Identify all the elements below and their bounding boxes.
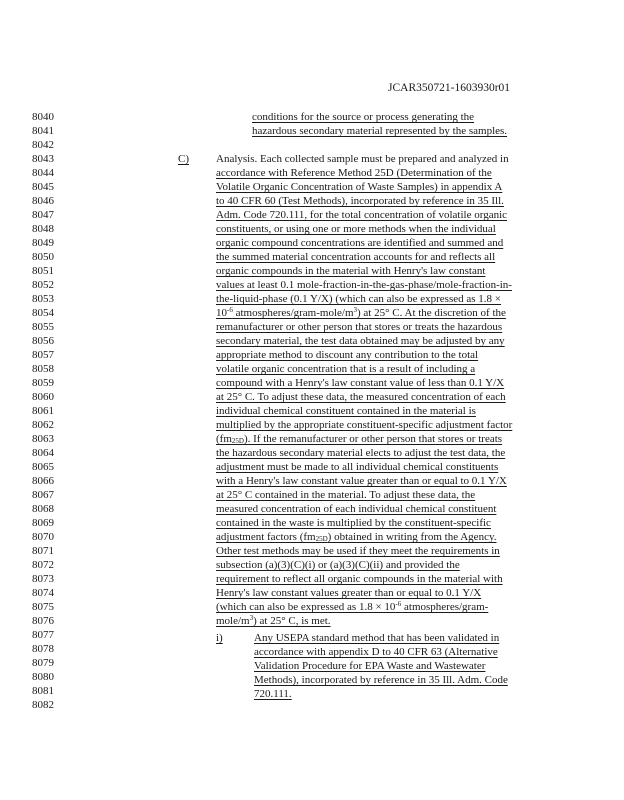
section-c-line-2: accordance with Reference Method 25D (Determination of the — [216, 167, 492, 179]
section-c-line-12 — [216, 307, 506, 319]
section-c-line-15: appropriate method to discount any contribution to the total — [216, 349, 479, 361]
section-c-line-33 — [216, 601, 488, 613]
line-number: 8073 — [32, 573, 54, 585]
section-c-line-18: at 25° C. To adjust these data, the measured concentration of each — [216, 391, 506, 403]
section-c-line-21 — [216, 433, 502, 445]
item-i-line-4: Methods), incorporated by reference in 35 Ill. Adm. Code — [254, 674, 508, 686]
line-number: 8047 — [32, 209, 54, 221]
item-i-line-3: Validation Procedure for EPA Waste and Wastewater — [254, 660, 486, 672]
adj-factor-tail: ) obtained in writing from the Agency. — [327, 531, 497, 543]
item-i-line-5: 720.111. — [254, 688, 292, 700]
line-number: 8062 — [32, 419, 54, 431]
line-number: 8080 — [32, 671, 54, 683]
line-number: 8053 — [32, 293, 54, 305]
line-number: 8065 — [32, 461, 54, 473]
line-number: 8044 — [32, 167, 54, 179]
line-number: 8059 — [32, 377, 54, 389]
line-number: 8042 — [32, 139, 54, 151]
line-number: 8046 — [32, 195, 54, 207]
section-c-line-32: Henry's law constant values greater than or equal to 0.1 Y/X — [216, 587, 482, 599]
line-number: 8082 — [32, 699, 54, 711]
line-number: 8054 — [32, 307, 54, 319]
line-number: 8051 — [32, 265, 54, 277]
document-id-header: JCAR350721-1603930r01 — [388, 82, 511, 94]
intro-line-1: conditions for the source or process generating the — [252, 111, 475, 123]
fm-tail: ). If the remanufacturer or other person that stores or treats — [243, 433, 503, 445]
section-c-line-7: organic compound concentrations are identified and summed and — [216, 237, 504, 249]
line-number: 8076 — [32, 615, 54, 627]
line-number: 8049 — [32, 237, 54, 249]
line-number: 8043 — [32, 153, 54, 165]
line-number: 8063 — [32, 433, 54, 445]
section-c-line-11: the-liquid-phase (0.1 Y/X) (which can also be expressed as 1.8 × — [216, 293, 501, 305]
line-number: 8055 — [32, 321, 54, 333]
unit-tail: ) at 25° C. At the discretion of the — [357, 307, 506, 319]
section-c-line-13: remanufacturer or other person that stores or treats the hazardous — [216, 321, 503, 333]
section-c-line-4: to 40 CFR 60 (Test Methods), incorporated by reference in 35 Ill. — [216, 195, 504, 207]
line-number: 8064 — [32, 447, 54, 459]
line-number: 8072 — [32, 559, 54, 571]
expr-text: (which can also be expressed as 1.8 × 10 — [216, 601, 396, 613]
intro-line-2: hazardous secondary material represented by the samples. — [252, 125, 508, 137]
expr-tail: atmospheres/gram- — [401, 601, 489, 613]
unit-text: atmospheres/gram-mole/m — [232, 307, 354, 319]
section-c-line-22: the hazardous secondary material elects to adjust the test data, the — [216, 447, 506, 459]
line-number: 8045 — [32, 181, 54, 193]
section-c-line-6: constituents, or using one or more methods when the individual — [216, 223, 496, 235]
ten-base: 10 — [216, 307, 227, 319]
section-c-line-14: secondary material, the test data obtained may be adjusted by any — [216, 335, 505, 347]
section-c-line-25: at 25° C contained in the material. To adjust these data, the — [216, 489, 476, 501]
line-number: 8069 — [32, 517, 54, 529]
item-i-line-2: accordance with appendix D to 40 CFR 63 (Alternative — [254, 646, 498, 658]
section-c-line-26: measured concentration of each individual chemical constituent — [216, 503, 497, 515]
mole-text: mole/m — [216, 615, 250, 627]
section-c-line-10: values at least 0.1 mole-fraction-in-the-gas-phase/mole-fraction-in- — [216, 279, 512, 291]
line-number: 8067 — [32, 489, 54, 501]
line-number: 8061 — [32, 405, 54, 417]
section-c-line-28 — [216, 531, 497, 543]
exponent-neg6: -6 — [227, 306, 233, 314]
line-number: 8075 — [32, 601, 54, 613]
line-number: 8079 — [32, 657, 54, 669]
line-number: 8056 — [32, 335, 54, 347]
line-number: 8066 — [32, 475, 54, 487]
section-c-line-30: subsection (a)(3)(C)(i) or (a)(3)(C)(ii) and provided the — [216, 559, 460, 571]
fm-subscript: 25D — [231, 437, 244, 445]
section-c-line-1: Analysis. Each collected sample must be prepared and analyzed in — [216, 153, 509, 165]
line-number: 8068 — [32, 503, 54, 515]
section-c-line-31: requirement to reflect all organic compounds in the material with — [216, 573, 503, 585]
line-number: 8057 — [32, 349, 54, 361]
section-c-line-9: organic compounds in the material with Henry's law constant — [216, 265, 486, 277]
line-number: 8070 — [32, 531, 54, 543]
line-number: 8052 — [32, 279, 54, 291]
line-number: 8040 — [32, 111, 54, 123]
line-number: 8048 — [32, 223, 54, 235]
fm-symbol: (fm — [216, 433, 232, 445]
section-c-line-34 — [216, 615, 331, 627]
section-c-line-29: Other test methods may be used if they meet the requirements in — [216, 545, 500, 557]
item-i-line-1: Any USEPA standard method that has been validated in — [254, 632, 500, 644]
section-c-line-16: volatile organic concentration that is a result of including a — [216, 363, 476, 375]
section-c-line-17: compound with a Henry's law constant value of less than 0.1 Y/X — [216, 377, 505, 389]
line-number: 8081 — [32, 685, 54, 697]
line-number: 8041 — [32, 125, 54, 137]
expr-exponent: -6 — [395, 600, 402, 608]
line-number: 8078 — [32, 643, 54, 655]
section-c-line-27: contained in the waste is multiplied by the constituent-specific — [216, 517, 491, 529]
section-c-line-5: Adm. Code 720.111, for the total concentration of volatile organic — [216, 209, 508, 221]
mole-exponent: 3 — [249, 614, 254, 622]
mole-tail: ) at 25° C, is met. — [253, 615, 331, 627]
section-c-line-24: with a Henry's law constant value greater than or equal to 0.1 Y/X — [216, 475, 507, 487]
line-number: 8071 — [32, 545, 54, 557]
section-c-marker: C) — [178, 153, 189, 165]
section-c-line-8: the summed material concentration accounts for and reflects all — [216, 251, 496, 263]
adj-factor-text: adjustment factors (fm — [216, 531, 316, 543]
line-number: 8058 — [32, 363, 54, 375]
adj-factor-subscript: 25D — [315, 535, 328, 543]
line-number: 8060 — [32, 391, 54, 403]
section-c-line-20: multiplied by the appropriate constituent-specific adjustment factor — [216, 419, 513, 431]
item-i-marker: i) — [216, 632, 223, 644]
section-c-line-19: individual chemical constituent contained in the material is — [216, 405, 476, 417]
line-number: 8077 — [32, 629, 54, 641]
line-number: 8074 — [32, 587, 54, 599]
line-number: 8050 — [32, 251, 54, 263]
section-c-line-23: adjustment must be made to all individual chemical constituents — [216, 461, 499, 473]
section-c-line-3: Volatile Organic Concentration of Waste Samples) in appendix A — [216, 181, 503, 193]
exponent-3: 3 — [353, 306, 358, 314]
